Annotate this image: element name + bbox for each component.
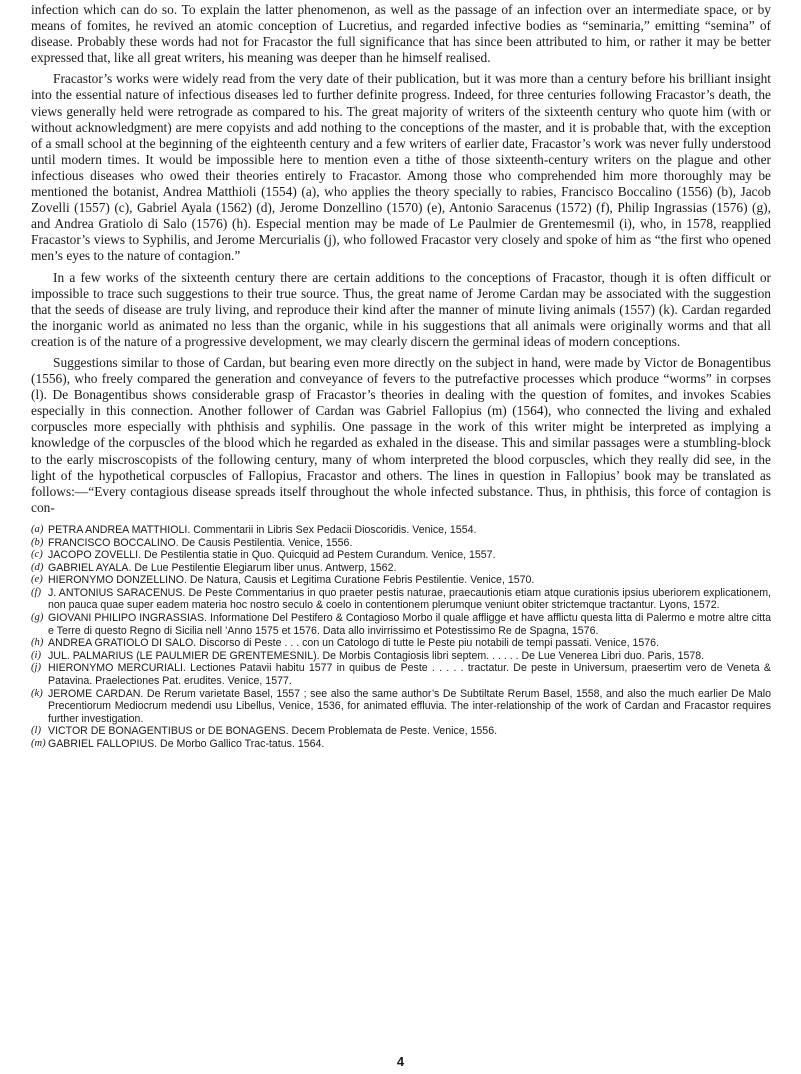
footnote-mark: (m) xyxy=(31,738,46,749)
footnote-mark: (a) xyxy=(31,523,44,535)
footnote-text: VICTOR DE BONAGENTIBUS or DE BONAGENS. Decem Problemata de Peste. Venice, 1556. xyxy=(48,725,498,738)
footnote-a xyxy=(31,524,771,537)
footnote-text: JEROME CARDAN. De Rerum varietate Basel, 1557 ; see also the same author’s De Subtiltate Rerum Basel, 1558, and also the much earlier De Malo Precentiorum Mediocrum medendi usu Libellus, Venice, 1536, for animated effluvia. The inter-relationship of the work of Cardan and Fracastor requires further investigation. xyxy=(48,687,771,725)
footnote-j xyxy=(31,662,771,687)
footnote-mark: (j) xyxy=(31,662,41,674)
footnote-mark: (h) xyxy=(31,637,44,649)
footnote-text: JUL. PALMARIUS (LE PAULMIER DE GRENTEMESNIL). De Morbis Contagiosis libri septem. . . . . . De Lue Venerea Libri duo. Paris, 1578. xyxy=(48,649,705,662)
footnote-mark: (e) xyxy=(31,574,43,586)
footnote-text: FRANCISCO BOCCALINO. De Causis Pestilentia. Venice, 1556. xyxy=(48,536,353,549)
footnote-mark: (k) xyxy=(31,687,43,699)
footnote-l xyxy=(31,725,771,738)
footnote-text: ANDREA GRATIOLO DI SALO. Discorso di Peste . . . con un Catologo di tutte le Peste piu notabili de tempi passati. Venice, 1576. xyxy=(48,637,660,650)
footnote-mark: (f) xyxy=(31,586,41,598)
page-number: 4 xyxy=(396,1054,405,1069)
footnote-mark: (l) xyxy=(31,725,41,737)
footnote-text: GABRIEL AYALA. De Lue Pestilentie Elegiarum liber unus. Antwerp, 1562. xyxy=(48,561,397,574)
footnote-mark: (b) xyxy=(31,536,44,548)
footnote-m xyxy=(31,738,771,751)
footnote-i xyxy=(31,650,771,663)
paragraph-1: infection which can do so. To explain the latter phenomenon, as well as the passage of an infection over an intermediate space, or by means of fomites, he revived an atomic conception of Lucretius, and regarded infective bodies as “seminaria,” emitting “semina” of disease. Probably these words had not for Fracastor the full significance that has since been attributed to him, or rather it may be better expressed that, like all great writers, his meaning was deeper than he himself realised. xyxy=(31,2,771,66)
footnote-text: HIERONYMO DONZELLINO. De Natura, Causis et Legitima Curatione Febris Pestilentie. Venice, 1570. xyxy=(48,574,535,587)
footnote-text: HIERONYMO MERCURIALI. Lectiones Patavii habitu 1577 in quibus de Peste . . . . . tractatur. De peste in Universum, praesertim vero de Veneta & Patavina. Praelectiones Pat. erudites. Venice, 1577. xyxy=(48,662,771,688)
footnote-text: PETRA ANDREA MATTHIOLI. Commentarii in Libris Sex Pedacii Dioscoridis. Venice, 1554. xyxy=(48,523,477,536)
footnote-mark: (c) xyxy=(31,549,43,561)
footnote-mark: (d) xyxy=(31,561,44,573)
footnote-mark: (g) xyxy=(31,612,44,624)
footnote-e xyxy=(31,574,771,587)
footnote-h xyxy=(31,637,771,650)
footnote-text: JACOPO ZOVELLI. De Pestilentia statie in Quo. Quicquid ad Pestem Curandum. Venice, 1557. xyxy=(48,549,496,562)
footnote-text: J. ANTONIUS SARACENUS. De Peste Commentarius in quo praeter pestis naturae, praecautionis etiam atque curationis ipsius uberiorem explicationem, non pauca quae super eadem materia hoc nostro seculo & coelo in contentionem plerumque veniunt obiter strictemque tractantur. Lyons, 1572. xyxy=(48,586,771,612)
footnote-text: GIOVANI PHILIPO INGRASSIAS. Informatione Del Pestifero & Contagioso Morbo il quale affligge et have afflictu questa litta di Palermo e motre altre citta e Terre di questo Regno di Sicilia nell ’Anno 1575 et 1576. Data allo invirrissimo et Potestissimo Re de Spagna, 1576. xyxy=(48,612,771,637)
footnote-text: GABRIEL FALLOPIUS. De Morbo Gallico Trac-tatus. 1564. xyxy=(48,738,325,750)
paragraph-3: In a few works of the sixteenth century there are certain additions to the conceptions of Fracastor, though it is often difficult or impossible to trace such suggestions to their true source. Thus, the great name of Jerome Cardan may be associated with the suggestion that the seeds of disease are truly living, and reproduce their kind after the manner of minute living animals (1557) (k). Cardan regarded the inorganic world as animated no less than the organic, while in his suggestions that all animals were originally worms and that all creation is of the nature of a progressive development, we may clearly discern the germinal ideas of modern conceptions. xyxy=(31,269,771,349)
paragraph-2: Fracastor’s works were widely read from the very date of their publication, but it was more than a century before his brilliant insight into the essential nature of infectious diseases led to further definite progress. Indeed, for three centuries following Fracastor’s death, the views generally held were retrograde as compared to his. The great majority of writers of the sixteenth century who quote him (with or without acknowledgment) are mere copyists and add nothing to the conceptions of the master, and it is probable that, with the exception of a small school at the beginning of the eighteenth century and a few writers of earlier date, Fracastor’s work was never fully understood until modern times. It would be impossible here to mention even a tithe of those sixteenth-century writers on the plague and other infectious diseases who owed their theories entirely to Fracastor. Among those who comprehended him more thoroughly may be mentioned the botanist, Andrea Matthioli (1554) (a), who applies the theory specially to rabies, Francisco Boccalino (1556) (b), Jacob Zovelli (1557) (c), Gabriel Ayala (1562) (d), Jerome Donzellino (1570) (e), Antonio Saracenus (1572) (f), Philip Ingrassias (1576) (g), and Andrea Gratiolo di Salo (1576) (h). Especial mention may be made of Le Paulmier de Grentemesmil (i), who, in 1578, reapplied Fracastor’s views to Syphilis, and Jerome Mercurialis (j), who followed Fracastor very closely and spoke of him as “the first who opened men’s eyes to the nature of contagion.” xyxy=(31,71,771,264)
footnote-mark: (i) xyxy=(31,649,41,661)
footnote-k xyxy=(31,688,771,726)
footnote-b xyxy=(31,537,771,550)
body-text xyxy=(31,2,771,516)
footnote-g xyxy=(31,612,771,637)
paragraph-4: Suggestions similar to those of Cardan, but bearing even more directly on the subject in hand, were made by Victor de Bonagentibus (1556), who freely compared the generation and conveyance of fevers to the putrefactive processes which produce “worms” in corpses (l). De Bonagentibus shows considerable grasp of Fracastor’s theories in dealing with the question of fomites, and invokes Scabies especially in this connection. Another follower of Cardan was Gabriel Fallopius (m) (1564), who connected the living and exhaled corpuscles more especially with phthisis and syphilis. One passage in the work of this writer might be interpreted as implying a knowledge of the corpuscles of the blood which he regarded as exhaled in the disease. This and similar passages were a stumbling-block to the early miscroscopists of the following century, many of whom interpreted the blood corpuscles, which they really did see, in the light of the hypothetical corpuscles of Fallopius, Fracastor and others. The lines in question in Fallopius’ book may be translated as follows:—“Every contagious disease spreads itself throughout the whole infected substance. Thus, in phthisis, this force of contagion is con- xyxy=(31,354,771,515)
footnotes xyxy=(31,524,771,751)
footnote-d xyxy=(31,562,771,575)
footnote-c xyxy=(31,549,771,562)
footnote-f xyxy=(31,587,771,612)
